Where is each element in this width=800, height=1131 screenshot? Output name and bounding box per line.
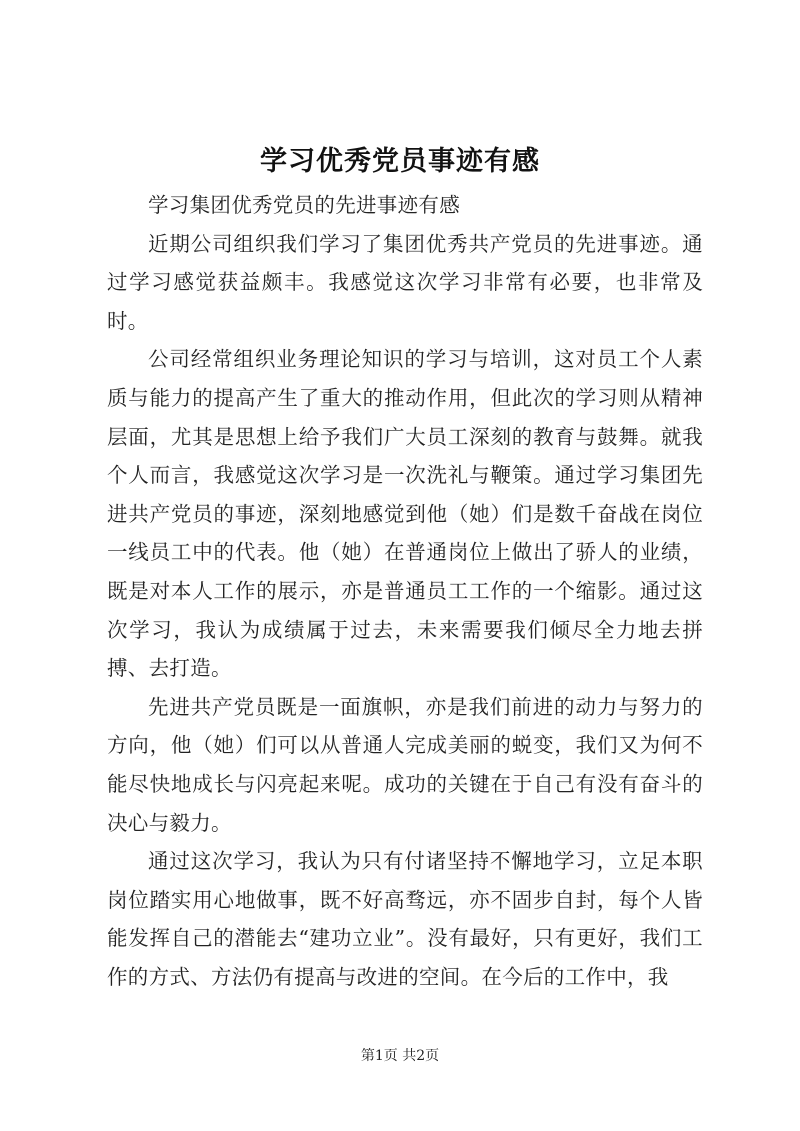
- document-title: 学习优秀党员事迹有感: [260, 146, 540, 177]
- page-number-footer: 第1页 共2页: [360, 1048, 440, 1064]
- body-paragraph-3: 先进共产党员既是一面旗帜，亦是我们前进的动力与努力的方向，他（她）们可以从普通人完成美丽的蜕变，我们又为何不能尽快地成长与闪亮起来呢。成功的关键在于自己有没有奋斗的决心与毅力。: [107, 694, 703, 835]
- body-paragraph-2: 公司经常组织业务理论知识的学习与培训，这对员工个人素质与能力的提高产生了重大的推动作用，但此次的学习则从精神层面，尤其是思想上给予我们广大员工深刻的教育与鼓舞。就我个人而言，我感觉这次学习是一次洗礼与鞭策。通过学习集团先进共产党员的事迹，深刻地感觉到他（她）们是数千奋战在岗位一线员工中的代表。他（她）在普通岗位上做出了骄人的业绩，既是对本人工作的展示，亦是普通员工工作的一个缩影。通过这次学习，我认为成绩属于过去，未来需要我们倾尽全力地去拼搏、去打造。: [107, 347, 703, 681]
- body-paragraph-1: 近期公司组织我们学习了集团优秀共产党员的先进事迹。通过学习感觉获益颇丰。我感觉这次学习非常有必要，也非常及时。: [107, 231, 703, 333]
- subtitle-paragraph: 学习集团优秀党员的先进事迹有感: [148, 193, 460, 217]
- document-body: [107, 186, 703, 996]
- body-paragraph-4: 通过这次学习，我认为只有付诸坚持不懈地学习，立足本职岗位踏实用心地做事，既不好高骛远，亦不固步自封，每个人皆能发挥自己的潜能去“建功立业”。没有最好，只有更好，我们工作的方式、方法仍有提高与改进的空间。在今后的工作中，我: [107, 849, 703, 989]
